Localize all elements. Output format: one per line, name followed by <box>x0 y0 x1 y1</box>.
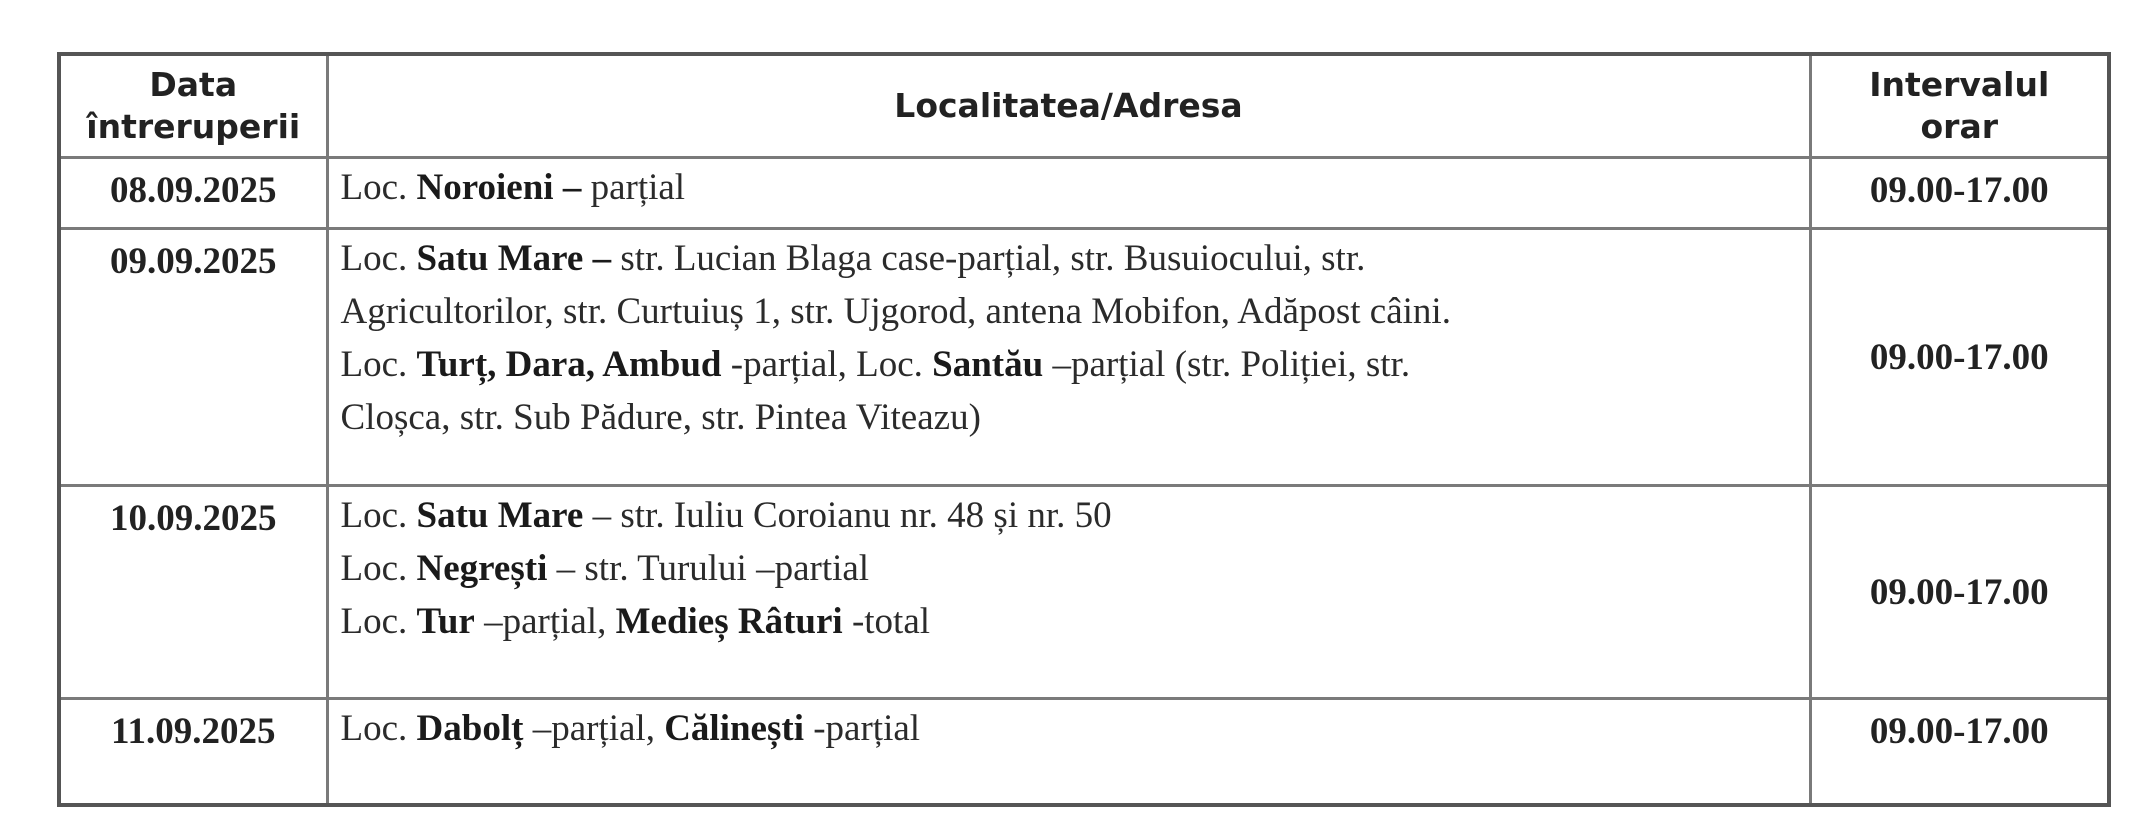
locality-name: Călinești <box>664 708 804 749</box>
location-text: –parțial, <box>523 708 665 749</box>
location-text: Cloșca, str. Sub Pădure, str. Pintea Viteazu) <box>340 397 981 438</box>
outage-interval: 09.00-17.00 <box>1810 486 2109 699</box>
table-row <box>59 158 2109 229</box>
location-line <box>341 338 1797 391</box>
locality-name: Satu Mare – <box>416 238 621 279</box>
outage-interval: 09.00-17.00 <box>1810 158 2109 229</box>
locality-name: Dabolț <box>416 708 524 749</box>
location-text: –parțial (str. Poliției, str. <box>1043 344 1411 385</box>
table-header-row <box>59 54 2109 158</box>
header-date <box>59 54 327 158</box>
location-text: –parțial, <box>474 601 616 642</box>
header-interval-line: Intervalul <box>1869 65 2050 104</box>
locality-name: Noroieni – <box>416 167 591 208</box>
location-text: Loc. <box>340 344 417 385</box>
outage-locations <box>327 229 1810 486</box>
location-text: -parțial <box>803 708 921 749</box>
outage-date: 09.09.2025 <box>59 229 327 486</box>
location-line <box>341 232 1797 285</box>
outage-schedule <box>57 52 2107 807</box>
location-text: – str. Turului –partial <box>547 548 870 589</box>
outage-interval: 09.00-17.00 <box>1810 699 2109 806</box>
outage-table <box>57 52 2111 807</box>
location-text: Loc. <box>340 601 417 642</box>
locality-name: Santău <box>932 344 1044 385</box>
location-text: Loc. <box>340 548 417 589</box>
location-text: Loc. <box>340 167 417 208</box>
location-text: -parțial, Loc. <box>721 344 933 385</box>
outage-date: 11.09.2025 <box>59 699 327 806</box>
location-line <box>341 161 1797 214</box>
location-line <box>341 489 1797 542</box>
location-line <box>341 595 1797 648</box>
locality-name: Tur <box>416 601 475 642</box>
location-text: Loc. <box>340 238 417 279</box>
outage-date: 08.09.2025 <box>59 158 327 229</box>
outage-locations <box>327 158 1810 229</box>
outage-locations <box>327 699 1810 806</box>
table-row <box>59 699 2109 806</box>
table-row <box>59 229 2109 486</box>
header-location: Localitatea/Adresa <box>327 54 1810 158</box>
location-text: – str. Iuliu Coroianu nr. 48 și nr. 50 <box>583 495 1112 536</box>
locality-name: Satu Mare <box>416 495 584 536</box>
location-line <box>341 391 1797 444</box>
locality-name: Turț, Dara, Ambud <box>416 344 722 385</box>
header-date-line: întreruperii <box>86 107 301 146</box>
location-line <box>341 702 1797 755</box>
table-row <box>59 486 2109 699</box>
header-date-line: Data <box>149 65 238 104</box>
outage-locations <box>327 486 1810 699</box>
location-text: -total <box>842 601 931 642</box>
header-interval-line: orar <box>1920 107 1998 146</box>
outage-interval: 09.00-17.00 <box>1810 229 2109 486</box>
location-text: parțial <box>590 167 686 208</box>
header-interval <box>1810 54 2109 158</box>
location-text: str. Lucian Blaga case-parțial, str. Busuiocului, str. <box>620 238 1366 279</box>
location-text: Agricultorilor, str. Curtuiuș 1, str. Ujgorod, antena Mobifon, Adăpost câini. <box>340 291 1451 332</box>
locality-name: Medieș Râturi <box>615 601 843 642</box>
outage-date: 10.09.2025 <box>59 486 327 699</box>
location-line <box>341 285 1797 338</box>
location-text: Loc. <box>340 708 417 749</box>
location-line <box>341 542 1797 595</box>
locality-name: Negrești <box>416 548 548 589</box>
location-text: Loc. <box>340 495 417 536</box>
